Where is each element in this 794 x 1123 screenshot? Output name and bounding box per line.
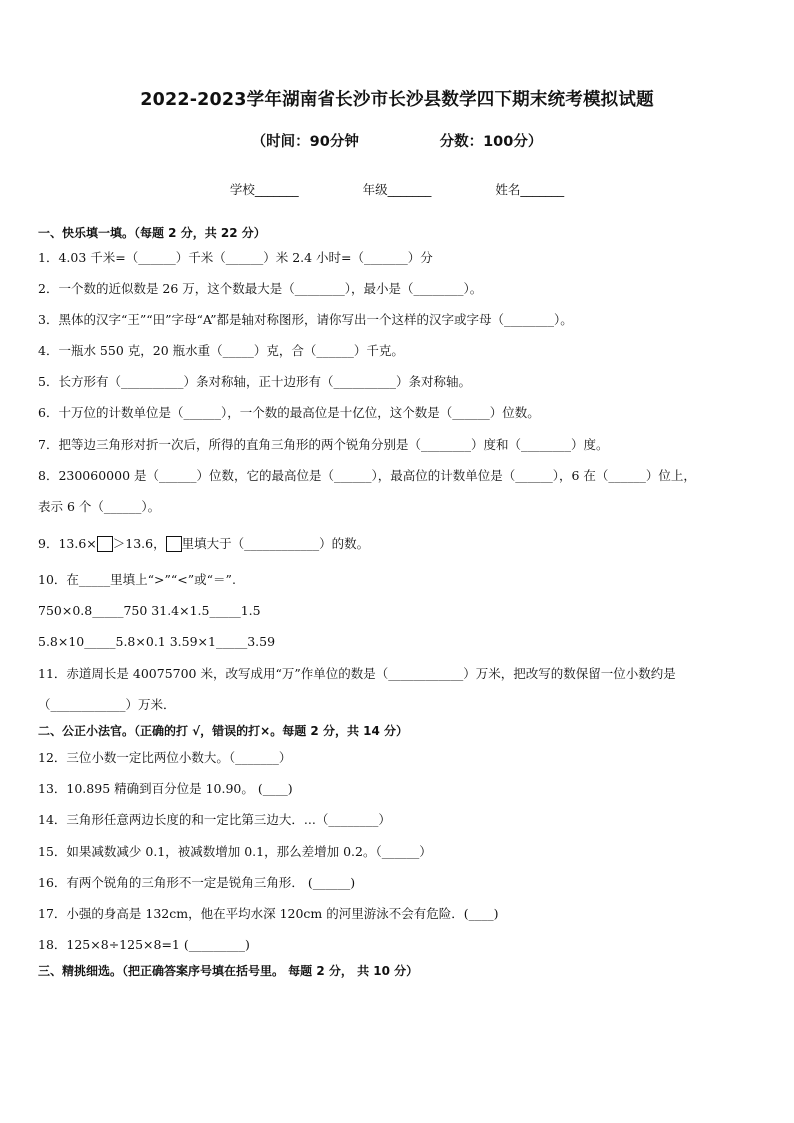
- question-9: [38, 536, 758, 552]
- section-heading-1: 一、快乐填一填。（每题 2 分，共 22 分）: [38, 226, 266, 240]
- question-10-row-a: 750×0.8_____750 31.4×1.5_____1.5: [38, 603, 261, 618]
- question-9-middle: ＞13.6，: [112, 536, 166, 551]
- exam-time-score: （时间：90分钟 分数：100分）: [251, 134, 543, 150]
- question-10: 10．在_____里填上“>”“<”或“＝”.: [38, 572, 236, 587]
- section-heading-2: 二、公正小法官。（正确的打 √，错误的打×。每题 2 分，共 14 分）: [38, 724, 408, 738]
- question-8: 8．230060000 是（______）位数，它的最高位是（______），最高位的计数单位是（______），6 在（______）位上，: [38, 468, 696, 483]
- question-1: 1．4.03 千米=（______）千米（______）米 2.4 小时=（_______）分: [38, 250, 433, 265]
- section-heading-3: 三、精挑细选。（把正确答案序号填在括号里。 每题 2 分， 共 10 分）: [38, 964, 419, 978]
- question-14: 14．三角形任意两边长度的和一定比第三边大．...（________）: [38, 812, 391, 827]
- question-18: 18．125×8÷125×8=1 (_________): [38, 937, 250, 952]
- question-13: 13．10.895 精确到百分位是 10.90。 (____): [38, 781, 293, 796]
- question-9-suffix: 里填大于（____________）的数。: [181, 536, 370, 551]
- question-15: 15．如果减数减少 0.1，被减数增加 0.1，那么差增加 0.2。（______）: [38, 844, 432, 859]
- student-info-row: [0, 180, 794, 198]
- question-6: 6．十万位的计数单位是（______），一个数的最高位是十亿位，这个数是（______）位数。: [38, 405, 540, 420]
- grade-field: 年级_______: [362, 182, 432, 197]
- question-16: 16．有两个锐角的三角形不一定是锐角三角形． (______): [38, 875, 356, 890]
- blank-box-icon: [97, 536, 113, 552]
- question-7: 7．把等边三角形对折一次后，所得的直角三角形的两个锐角分别是（________）度和（________）度。: [38, 437, 609, 452]
- question-10-row-b: 5.8×10_____5.8×0.1 3.59×1_____3.59: [38, 634, 276, 649]
- question-12: 12．三位小数一定比两位小数大。（_______）: [38, 750, 292, 765]
- question-9-prefix: 9．13.6×: [38, 536, 97, 551]
- school-field: 学校_______: [229, 182, 299, 197]
- question-4: 4．一瓶水 550 克，20 瓶水重（_____）克，合（______）千克。: [38, 343, 404, 358]
- blank-box-icon: [166, 536, 182, 552]
- question-3: 3．黑体的汉字“王”“田”字母“A”都是轴对称图形，请你写出一个这样的汉字或字母（________）。: [38, 312, 573, 327]
- question-2: 2．一个数的近似数是 26 万，这个数最大是（________），最小是（________）。: [38, 281, 483, 296]
- question-8-continued: 表示 6 个（______）。: [38, 499, 161, 514]
- question-11-continued: （____________）万米．: [38, 697, 176, 712]
- question-17: 17．小强的身高是 132cm，他在平均水深 120cm 的河里游泳不会有危险．(____): [38, 906, 499, 921]
- question-11: 11．赤道周长是 40075700 米，改写成用“万”作单位的数是（____________）万米，把改写的数保留一位小数约是: [38, 666, 676, 681]
- name-field: 姓名_______: [495, 182, 565, 197]
- page-title: 2022-2023学年湖南省长沙市长沙县数学四下期末统考模拟试题: [140, 90, 654, 110]
- question-5: 5．长方形有（__________）条对称轴，正十边形有（__________）条对称轴。: [38, 374, 471, 389]
